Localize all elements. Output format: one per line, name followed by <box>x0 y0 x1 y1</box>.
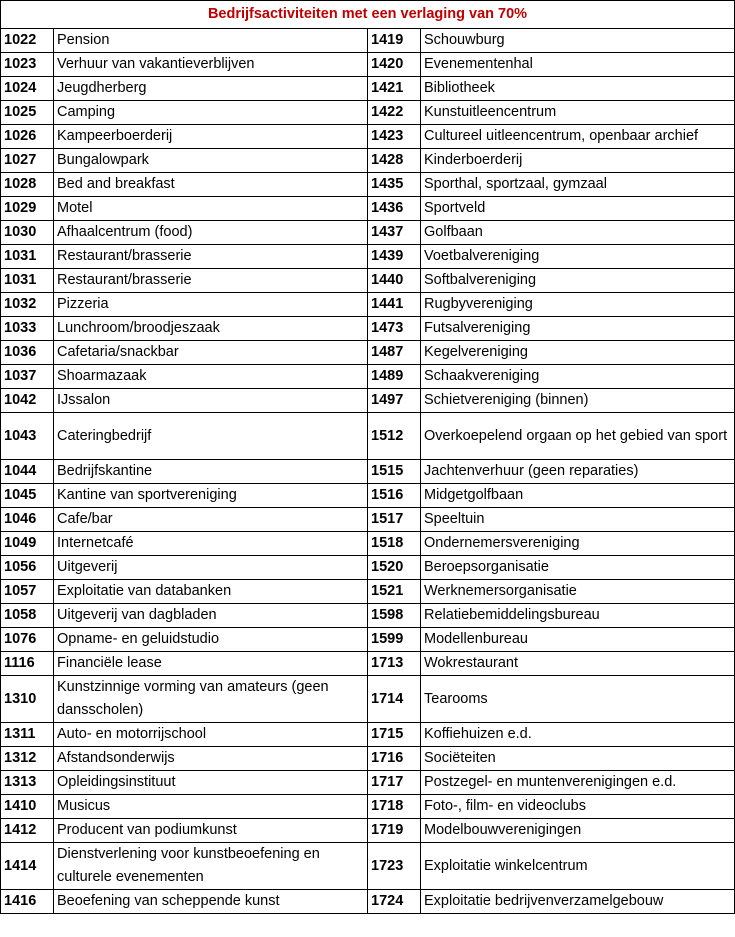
activity-description-right: Tearooms <box>421 676 735 723</box>
activity-description-right: Postzegel- en muntenverenigingen e.d. <box>421 771 735 795</box>
activity-code-left: 1030 <box>1 221 54 245</box>
activity-code-right: 1521 <box>368 580 421 604</box>
activity-code-left: 1046 <box>1 508 54 532</box>
activity-code-right: 1441 <box>368 293 421 317</box>
activity-description-left: Producent van podiumkunst <box>54 819 368 843</box>
activity-description-right: Sociëteiten <box>421 747 735 771</box>
activity-code-right: 1423 <box>368 125 421 149</box>
activity-code-left: 1026 <box>1 125 54 149</box>
activity-description-left: Musicus <box>54 795 368 819</box>
table-row <box>1 890 735 914</box>
table-body <box>1 29 735 914</box>
activity-code-left: 1024 <box>1 77 54 101</box>
activity-description-right: Futsalvereniging <box>421 317 735 341</box>
activity-description-right: Cultureel uitleencentrum, openbaar archief <box>421 125 735 149</box>
activity-description-right: Kunstuitleencentrum <box>421 101 735 125</box>
activity-code-left: 1044 <box>1 460 54 484</box>
table-row <box>1 556 735 580</box>
table-row <box>1 53 735 77</box>
activity-description-left: Internetcafé <box>54 532 368 556</box>
activity-code-left: 1027 <box>1 149 54 173</box>
activity-code-right: 1717 <box>368 771 421 795</box>
table-row <box>1 843 735 890</box>
activity-description-left: Cafetaria/snackbar <box>54 341 368 365</box>
activity-code-left: 1037 <box>1 365 54 389</box>
activity-code-right: 1520 <box>368 556 421 580</box>
activity-code-left: 1414 <box>1 843 54 890</box>
activity-code-left: 1310 <box>1 676 54 723</box>
activity-description-left: Pizzeria <box>54 293 368 317</box>
activity-description-right: Ondernemersvereniging <box>421 532 735 556</box>
activity-description-right: Sporthal, sportzaal, gymzaal <box>421 173 735 197</box>
activity-description-left: Camping <box>54 101 368 125</box>
activity-description-right: Rugbyvereniging <box>421 293 735 317</box>
activity-description-right: Overkoepelend orgaan op het gebied van sport <box>421 413 735 460</box>
activity-code-left: 1032 <box>1 293 54 317</box>
activity-code-left: 1056 <box>1 556 54 580</box>
activity-code-right: 1440 <box>368 269 421 293</box>
table-row <box>1 819 735 843</box>
activity-code-right: 1489 <box>368 365 421 389</box>
activity-code-left: 1312 <box>1 747 54 771</box>
activity-code-right: 1713 <box>368 652 421 676</box>
activity-code-right: 1716 <box>368 747 421 771</box>
activity-code-right: 1420 <box>368 53 421 77</box>
table-row <box>1 365 735 389</box>
table-row <box>1 604 735 628</box>
activity-description-left: Bedrijfskantine <box>54 460 368 484</box>
table-row <box>1 29 735 53</box>
activity-code-left: 1033 <box>1 317 54 341</box>
activity-code-left: 1311 <box>1 723 54 747</box>
table-row <box>1 413 735 460</box>
table-row <box>1 747 735 771</box>
activity-code-left: 1043 <box>1 413 54 460</box>
activity-description-left: Dienstverlening voor kunstbeoefening en culturele evenementen <box>54 843 368 890</box>
activity-description-right: Golfbaan <box>421 221 735 245</box>
activity-description-left: Beoefening van scheppende kunst <box>54 890 368 914</box>
activity-description-left: Cateringbedrijf <box>54 413 368 460</box>
activity-code-left: 1049 <box>1 532 54 556</box>
activity-description-right: Schouwburg <box>421 29 735 53</box>
activity-code-right: 1436 <box>368 197 421 221</box>
activity-code-left: 1025 <box>1 101 54 125</box>
activity-code-left: 1023 <box>1 53 54 77</box>
activity-description-left: Opname- en geluidstudio <box>54 628 368 652</box>
activity-code-right: 1719 <box>368 819 421 843</box>
activity-code-left: 1412 <box>1 819 54 843</box>
activity-code-left: 1029 <box>1 197 54 221</box>
activity-description-right: Kinderboerderij <box>421 149 735 173</box>
activity-code-right: 1598 <box>368 604 421 628</box>
table-row <box>1 317 735 341</box>
table-row <box>1 221 735 245</box>
table-row <box>1 173 735 197</box>
activity-description-left: Bed and breakfast <box>54 173 368 197</box>
activity-code-left: 1076 <box>1 628 54 652</box>
activity-description-left: Pension <box>54 29 368 53</box>
activity-description-right: Exploitatie bedrijvenverzamelgebouw <box>421 890 735 914</box>
activity-description-right: Bibliotheek <box>421 77 735 101</box>
activity-code-left: 1116 <box>1 652 54 676</box>
table-row <box>1 508 735 532</box>
table-row <box>1 532 735 556</box>
table-row <box>1 628 735 652</box>
activity-description-left: Bungalowpark <box>54 149 368 173</box>
table-row <box>1 723 735 747</box>
activity-description-right: Beroepsorganisatie <box>421 556 735 580</box>
table-row <box>1 676 735 723</box>
table-row <box>1 460 735 484</box>
activity-description-right: Wokrestaurant <box>421 652 735 676</box>
activity-description-left: Kantine van sportvereniging <box>54 484 368 508</box>
activity-code-right: 1487 <box>368 341 421 365</box>
activity-code-right: 1723 <box>368 843 421 890</box>
activity-description-left: Motel <box>54 197 368 221</box>
activity-code-right: 1518 <box>368 532 421 556</box>
activity-code-left: 1022 <box>1 29 54 53</box>
activity-description-right: Relatiebemiddelingsbureau <box>421 604 735 628</box>
activity-code-left: 1313 <box>1 771 54 795</box>
table-title: Bedrijfsactiviteiten met een verlaging van 70% <box>1 1 735 29</box>
activity-description-left: Verhuur van vakantieverblijven <box>54 53 368 77</box>
activity-code-left: 1031 <box>1 269 54 293</box>
table-row <box>1 125 735 149</box>
activity-code-right: 1497 <box>368 389 421 413</box>
activity-description-right: Kegelvereniging <box>421 341 735 365</box>
activity-code-right: 1473 <box>368 317 421 341</box>
activity-description-right: Schaakvereniging <box>421 365 735 389</box>
activity-code-right: 1437 <box>368 221 421 245</box>
activity-code-right: 1517 <box>368 508 421 532</box>
activity-description-right: Exploitatie winkelcentrum <box>421 843 735 890</box>
activity-code-right: 1421 <box>368 77 421 101</box>
activity-code-left: 1028 <box>1 173 54 197</box>
activity-code-right: 1419 <box>368 29 421 53</box>
activity-code-right: 1516 <box>368 484 421 508</box>
activity-description-left: Uitgeverij <box>54 556 368 580</box>
activity-code-left: 1058 <box>1 604 54 628</box>
activity-description-left: Afhaalcentrum (food) <box>54 221 368 245</box>
table-row <box>1 293 735 317</box>
table-row <box>1 77 735 101</box>
activity-description-right: Schietvereniging (binnen) <box>421 389 735 413</box>
activity-code-left: 1042 <box>1 389 54 413</box>
activity-description-left: IJssalon <box>54 389 368 413</box>
activity-description-left: Restaurant/brasserie <box>54 245 368 269</box>
table-row <box>1 341 735 365</box>
activity-code-left: 1416 <box>1 890 54 914</box>
table-row <box>1 269 735 293</box>
table-row <box>1 197 735 221</box>
activity-code-right: 1599 <box>368 628 421 652</box>
activity-code-right: 1718 <box>368 795 421 819</box>
activity-code-right: 1515 <box>368 460 421 484</box>
activity-code-right: 1422 <box>368 101 421 125</box>
activity-code-right: 1512 <box>368 413 421 460</box>
table-row <box>1 484 735 508</box>
activity-code-right: 1428 <box>368 149 421 173</box>
activity-description-left: Cafe/bar <box>54 508 368 532</box>
activity-description-right: Softbalvereniging <box>421 269 735 293</box>
activity-description-right: Sportveld <box>421 197 735 221</box>
activity-code-left: 1045 <box>1 484 54 508</box>
activity-code-right: 1439 <box>368 245 421 269</box>
activity-description-left: Financiële lease <box>54 652 368 676</box>
table-row <box>1 795 735 819</box>
activity-description-right: Foto-, film- en videoclubs <box>421 795 735 819</box>
activity-code-right: 1714 <box>368 676 421 723</box>
activity-description-left: Jeugdherberg <box>54 77 368 101</box>
activity-description-left: Exploitatie van databanken <box>54 580 368 604</box>
activity-description-left: Kunstzinnige vorming van amateurs (geen dansscholen) <box>54 676 368 723</box>
table-row <box>1 245 735 269</box>
table-row <box>1 580 735 604</box>
activity-code-right: 1724 <box>368 890 421 914</box>
table-row <box>1 389 735 413</box>
activity-description-right: Modelbouwverenigingen <box>421 819 735 843</box>
activity-description-right: Werknemersorganisatie <box>421 580 735 604</box>
activity-description-right: Speeltuin <box>421 508 735 532</box>
activity-description-right: Midgetgolfbaan <box>421 484 735 508</box>
activity-description-left: Afstandsonderwijs <box>54 747 368 771</box>
activity-description-right: Jachtenverhuur (geen reparaties) <box>421 460 735 484</box>
activity-code-left: 1410 <box>1 795 54 819</box>
activity-description-right: Koffiehuizen e.d. <box>421 723 735 747</box>
activity-description-left: Kampeerboerderij <box>54 125 368 149</box>
activity-description-left: Auto- en motorrijschool <box>54 723 368 747</box>
activity-description-left: Opleidingsinstituut <box>54 771 368 795</box>
activity-description-left: Uitgeverij van dagbladen <box>54 604 368 628</box>
activity-description-right: Evenementenhal <box>421 53 735 77</box>
activity-code-right: 1435 <box>368 173 421 197</box>
activity-description-left: Shoarmazaak <box>54 365 368 389</box>
activity-description-left: Restaurant/brasserie <box>54 269 368 293</box>
activity-description-right: Modellenbureau <box>421 628 735 652</box>
table-row <box>1 149 735 173</box>
table-row <box>1 771 735 795</box>
activity-code-left: 1031 <box>1 245 54 269</box>
table-row <box>1 101 735 125</box>
activity-code-left: 1036 <box>1 341 54 365</box>
activity-code-left: 1057 <box>1 580 54 604</box>
table-row <box>1 652 735 676</box>
activity-description-left: Lunchroom/broodjeszaak <box>54 317 368 341</box>
activity-code-right: 1715 <box>368 723 421 747</box>
activity-description-right: Voetbalvereniging <box>421 245 735 269</box>
